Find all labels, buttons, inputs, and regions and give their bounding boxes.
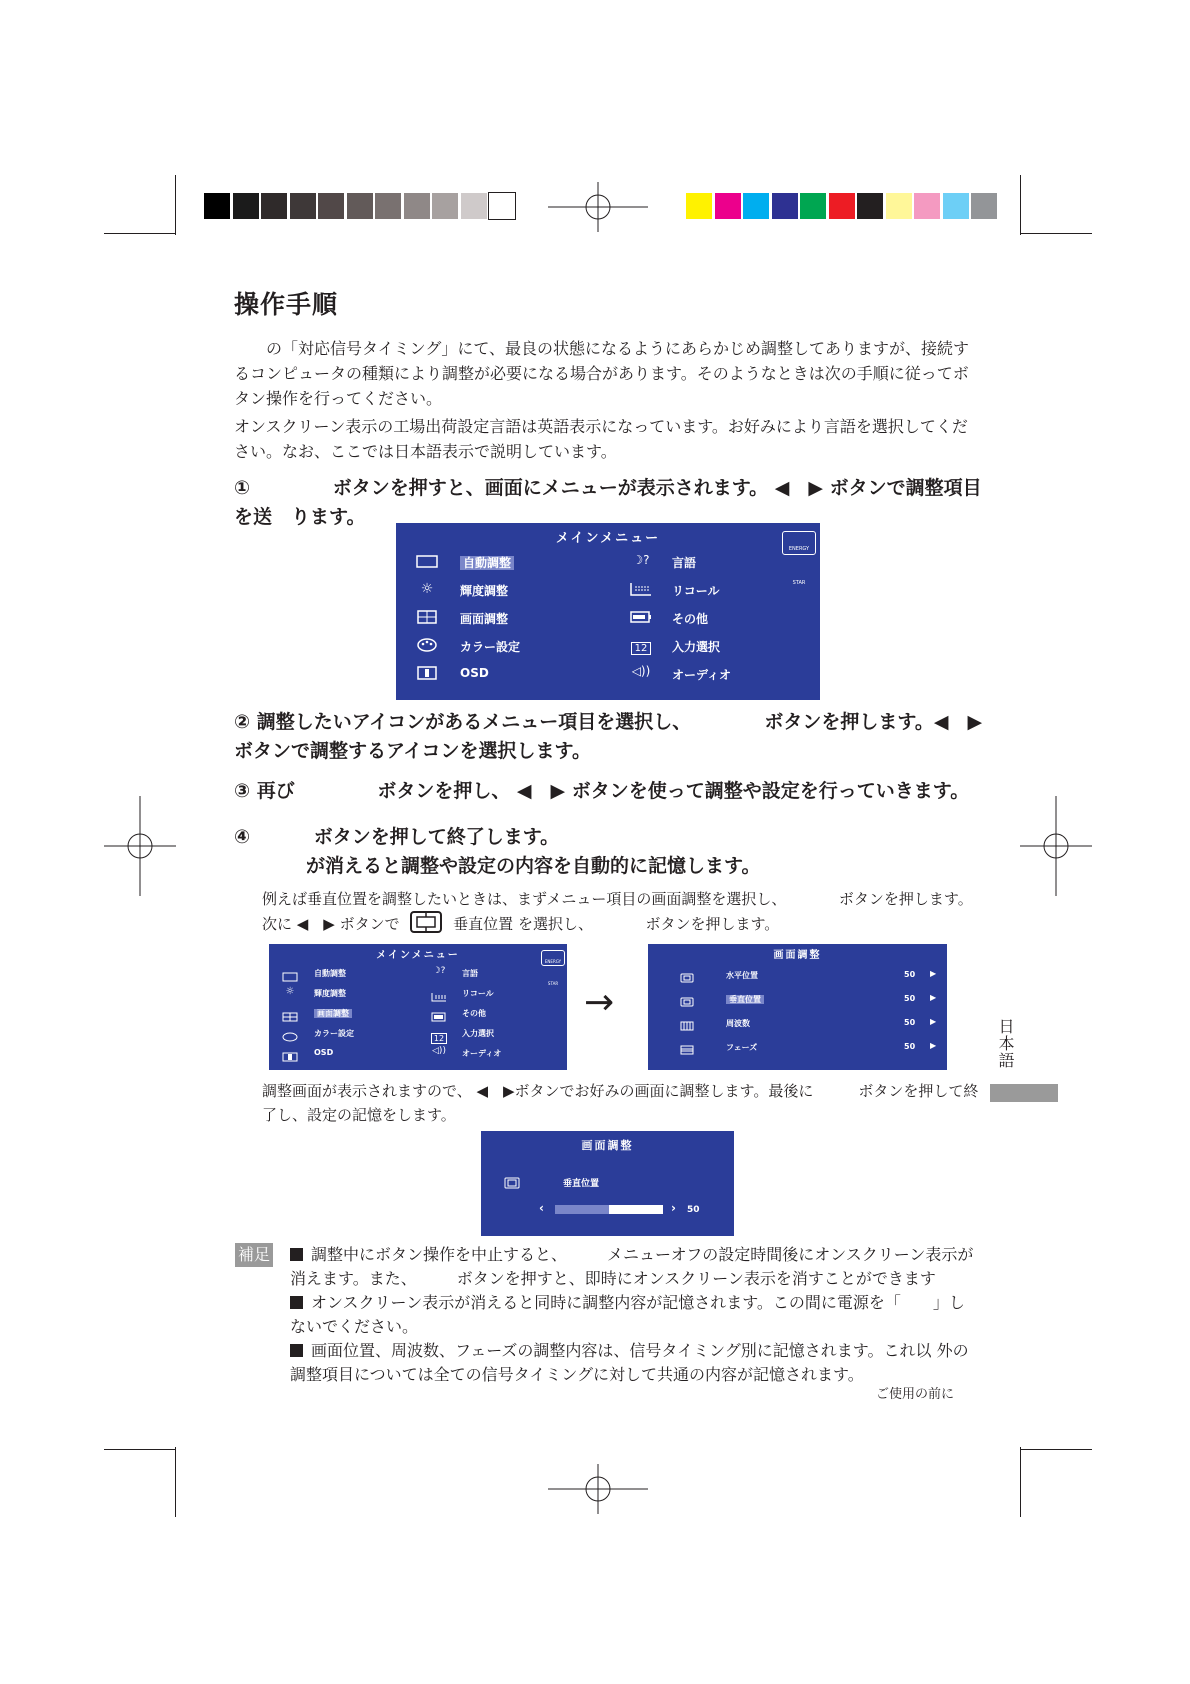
v-position-icon (678, 992, 696, 1011)
increase-icon[interactable]: › (671, 1201, 676, 1215)
decrease-icon[interactable]: ‹ (539, 1201, 544, 1215)
registration-target-right (1020, 796, 1092, 896)
gray-swatch (290, 193, 316, 219)
slider-track[interactable] (555, 1205, 663, 1214)
small-item-osd[interactable]: OSD (314, 1048, 334, 1057)
speaker-icon: ◁)) (432, 1046, 446, 1056)
small-item-recall[interactable]: リコール (462, 989, 494, 998)
note-label: 補足 (235, 1243, 273, 1267)
step-2: ② 調整したいアイコンがあるメニュー項目を選択し、 ボタンを押します。◀ ▶ ボタンで調整するアイコンを選択します。 (234, 711, 983, 762)
small-item-input[interactable]: 入力選択 (462, 1029, 494, 1038)
small-item-screen-adjust[interactable]: 画面調整 (314, 1009, 352, 1018)
menu-item-language[interactable]: 言語 (672, 556, 697, 570)
gray-swatch (461, 193, 487, 219)
increase-icon[interactable]: ▶ (930, 969, 937, 978)
monitor-icon (416, 554, 438, 573)
small-item-color[interactable]: カラー設定 (314, 1029, 354, 1038)
registration-target-top (548, 182, 648, 232)
slider-osd (481, 1131, 734, 1236)
screen-value-v-position: 50 (904, 994, 916, 1003)
note-item-3: 画面位置、周波数、フェーズの調整内容は、信号タイミング別に記憶されます。これ以 外の調整項目については全ての信号タイミングに対して共通の内容が記憶されます。 (290, 1341, 969, 1384)
screen-adjust-osd (648, 944, 947, 1070)
slider-label: 垂直位置 (563, 1179, 600, 1189)
v-position-icon (410, 911, 442, 940)
energy-star-logo: ENERGY STAR (782, 531, 816, 555)
other-icon (429, 1007, 449, 1026)
main-menu-osd-small: メインメニュー ENERGY STAR 自動調整 ☼ 輝度調整 画面調整 カラー設定 OSD ☽? 言語 リコール その他 12 入力選択 ◁)) オーディオ (269, 944, 567, 1070)
example-line-2: 次に ◀ ▶ ボタンで 垂直位置 を選択し、 ボタンを押します。 (262, 911, 982, 940)
recall-icon (628, 581, 654, 600)
palette-icon (416, 637, 438, 656)
color-swatch (686, 193, 712, 219)
note-item-1: 調整中にボタン操作を中止すると、 メニューオフの設定時間後にオンスクリーン表示が消えます。また、 ボタンを押すと、即時にオンスクリーン表示を消すことができます (290, 1245, 974, 1288)
menu-item-osd[interactable]: OSD (460, 666, 489, 680)
language-side-bar (990, 1084, 1058, 1102)
clock-icon (678, 1016, 696, 1035)
screen-value-phase: 50 (904, 1042, 916, 1051)
menu-item-screen-adjust[interactable]: 画面調整 (460, 612, 509, 626)
main-menu-osd (396, 523, 820, 700)
color-swatch (715, 193, 741, 219)
color-swatch (943, 193, 969, 219)
screen-adjust-title: 画面調整 (773, 950, 822, 961)
adjust-instruction: 調整画面が表示されますので、 ◀ ▶ボタンでお好みの画面に調整します。最後に ボタンを押して終了し、設定の記憶をします。 (262, 1082, 979, 1124)
language-icon: ☽? (632, 553, 650, 567)
sun-icon: ☼ (420, 581, 434, 597)
gray-swatch (204, 193, 230, 219)
color-swatch (743, 193, 769, 219)
slider-osd-title: 画面調整 (581, 1139, 634, 1152)
v-position-icon (503, 1174, 521, 1193)
menu-item-auto-adjust[interactable]: 自動調整 (460, 556, 514, 570)
gray-swatch (404, 193, 430, 219)
small-item-auto-adjust[interactable]: 自動調整 (314, 969, 346, 978)
menu-item-brightness[interactable]: 輝度調整 (460, 584, 509, 598)
other-icon (628, 609, 654, 628)
h-position-icon (678, 968, 696, 987)
osd-icon (416, 665, 438, 684)
screen-value-clock: 50 (904, 1018, 916, 1027)
registration-target-left (104, 796, 176, 896)
color-swatch (971, 193, 997, 219)
menu-item-color[interactable]: カラー設定 (460, 640, 521, 654)
energy-star-logo-small: ENERGY STAR (541, 950, 565, 966)
increase-icon[interactable]: ▶ (930, 1017, 937, 1026)
monitor-icon (281, 967, 299, 986)
sun-icon: ☼ (285, 986, 295, 997)
example-line-1: 例えば垂直位置を調整したいときは、まずメニュー項目の画面調整を選択し、 ボタンを押します。 (262, 890, 973, 908)
arrow-right-icon: → (584, 982, 615, 1023)
step-1: ① ボタンを押すと、画面にメニューが表示されます。 ◀ ▶ ボタンで調整項目を送 ります。 (234, 477, 982, 528)
screen-item-v-position[interactable]: 垂直位置 (726, 995, 764, 1004)
step-4-detail: が消えると調整や設定の内容を自動的に記憶します。 (306, 855, 761, 877)
small-item-other[interactable]: その他 (462, 1009, 486, 1018)
screen-item-phase[interactable]: フェーズ (726, 1043, 758, 1052)
increase-icon[interactable]: ▶ (930, 993, 937, 1002)
menu-item-other[interactable]: その他 (672, 612, 709, 626)
color-swatch (914, 193, 940, 219)
phase-icon (678, 1040, 696, 1059)
small-item-language[interactable]: 言語 (462, 969, 478, 978)
registration-target-bottom (548, 1464, 648, 1514)
language-side-tab: 日本語 (996, 1018, 1015, 1069)
recall-icon (429, 987, 449, 1006)
intro-paragraph-2: オンスクリーン表示の工場出荷設定言語は英語表示になっています。お好みにより言語を選択してください。なお、ここでは日本語表示で説明しています。 (234, 417, 968, 461)
screen-adjust-icon (281, 1007, 299, 1026)
gray-swatch (489, 193, 515, 219)
note-item-2: オンスクリーン表示が消えると同時に調整内容が記憶されます。この間に電源を「 」しないでください。 (290, 1293, 965, 1336)
color-swatch (886, 193, 912, 219)
gray-swatch (375, 193, 401, 219)
color-swatch (800, 193, 826, 219)
page-title: 操作手順 (234, 290, 339, 319)
screen-value-h-position: 50 (904, 970, 916, 979)
osd-icon (281, 1047, 299, 1066)
menu-item-recall[interactable]: リコール (672, 584, 720, 598)
color-swatch (829, 193, 855, 219)
screen-item-h-position[interactable]: 水平位置 (726, 971, 758, 980)
speaker-icon: ◁)) (631, 664, 651, 678)
small-item-audio[interactable]: オーディオ (462, 1049, 502, 1058)
screen-item-clock[interactable]: 周波数 (726, 1019, 750, 1028)
gray-swatch (233, 193, 259, 219)
slider-fill (555, 1205, 609, 1214)
input-icon: 12 (429, 1026, 449, 1045)
color-swatch (772, 193, 798, 219)
menu-item-audio[interactable]: オーディオ (672, 668, 732, 682)
increase-icon[interactable]: ▶ (930, 1041, 937, 1050)
language-icon: ☽? (432, 966, 446, 976)
small-item-brightness[interactable]: 輝度調整 (314, 989, 346, 998)
menu-item-input[interactable]: 入力選択 (672, 640, 721, 654)
slider-value: 50 (687, 1205, 700, 1215)
screen-adjust-icon (416, 609, 438, 628)
step-4: ④ ボタンを押して終了します。 (234, 826, 560, 848)
footer-section: ご使用の前に (876, 1387, 955, 1402)
step-3: ③ 再び ボタンを押し、 ◀ ▶ ボタンを使って調整や設定を行っていきます。 (234, 780, 970, 802)
intro-paragraph-1: の「対応信号タイミング」にて、最良の状態になるようにあらかじめ調整してありますが、接続するコンピュータの種類により調整が必要になる場合があります。そのようなときは次の手順に従ってボタン操作を行ってください。 (234, 339, 970, 408)
gray-swatch (432, 193, 458, 219)
palette-icon (281, 1027, 299, 1046)
gray-swatch (347, 193, 373, 219)
gray-swatch (261, 193, 287, 219)
color-swatch (857, 193, 883, 219)
gray-swatch (318, 193, 344, 219)
input-icon: 12 (628, 636, 654, 655)
main-menu-title: メインメニュー (555, 531, 661, 546)
